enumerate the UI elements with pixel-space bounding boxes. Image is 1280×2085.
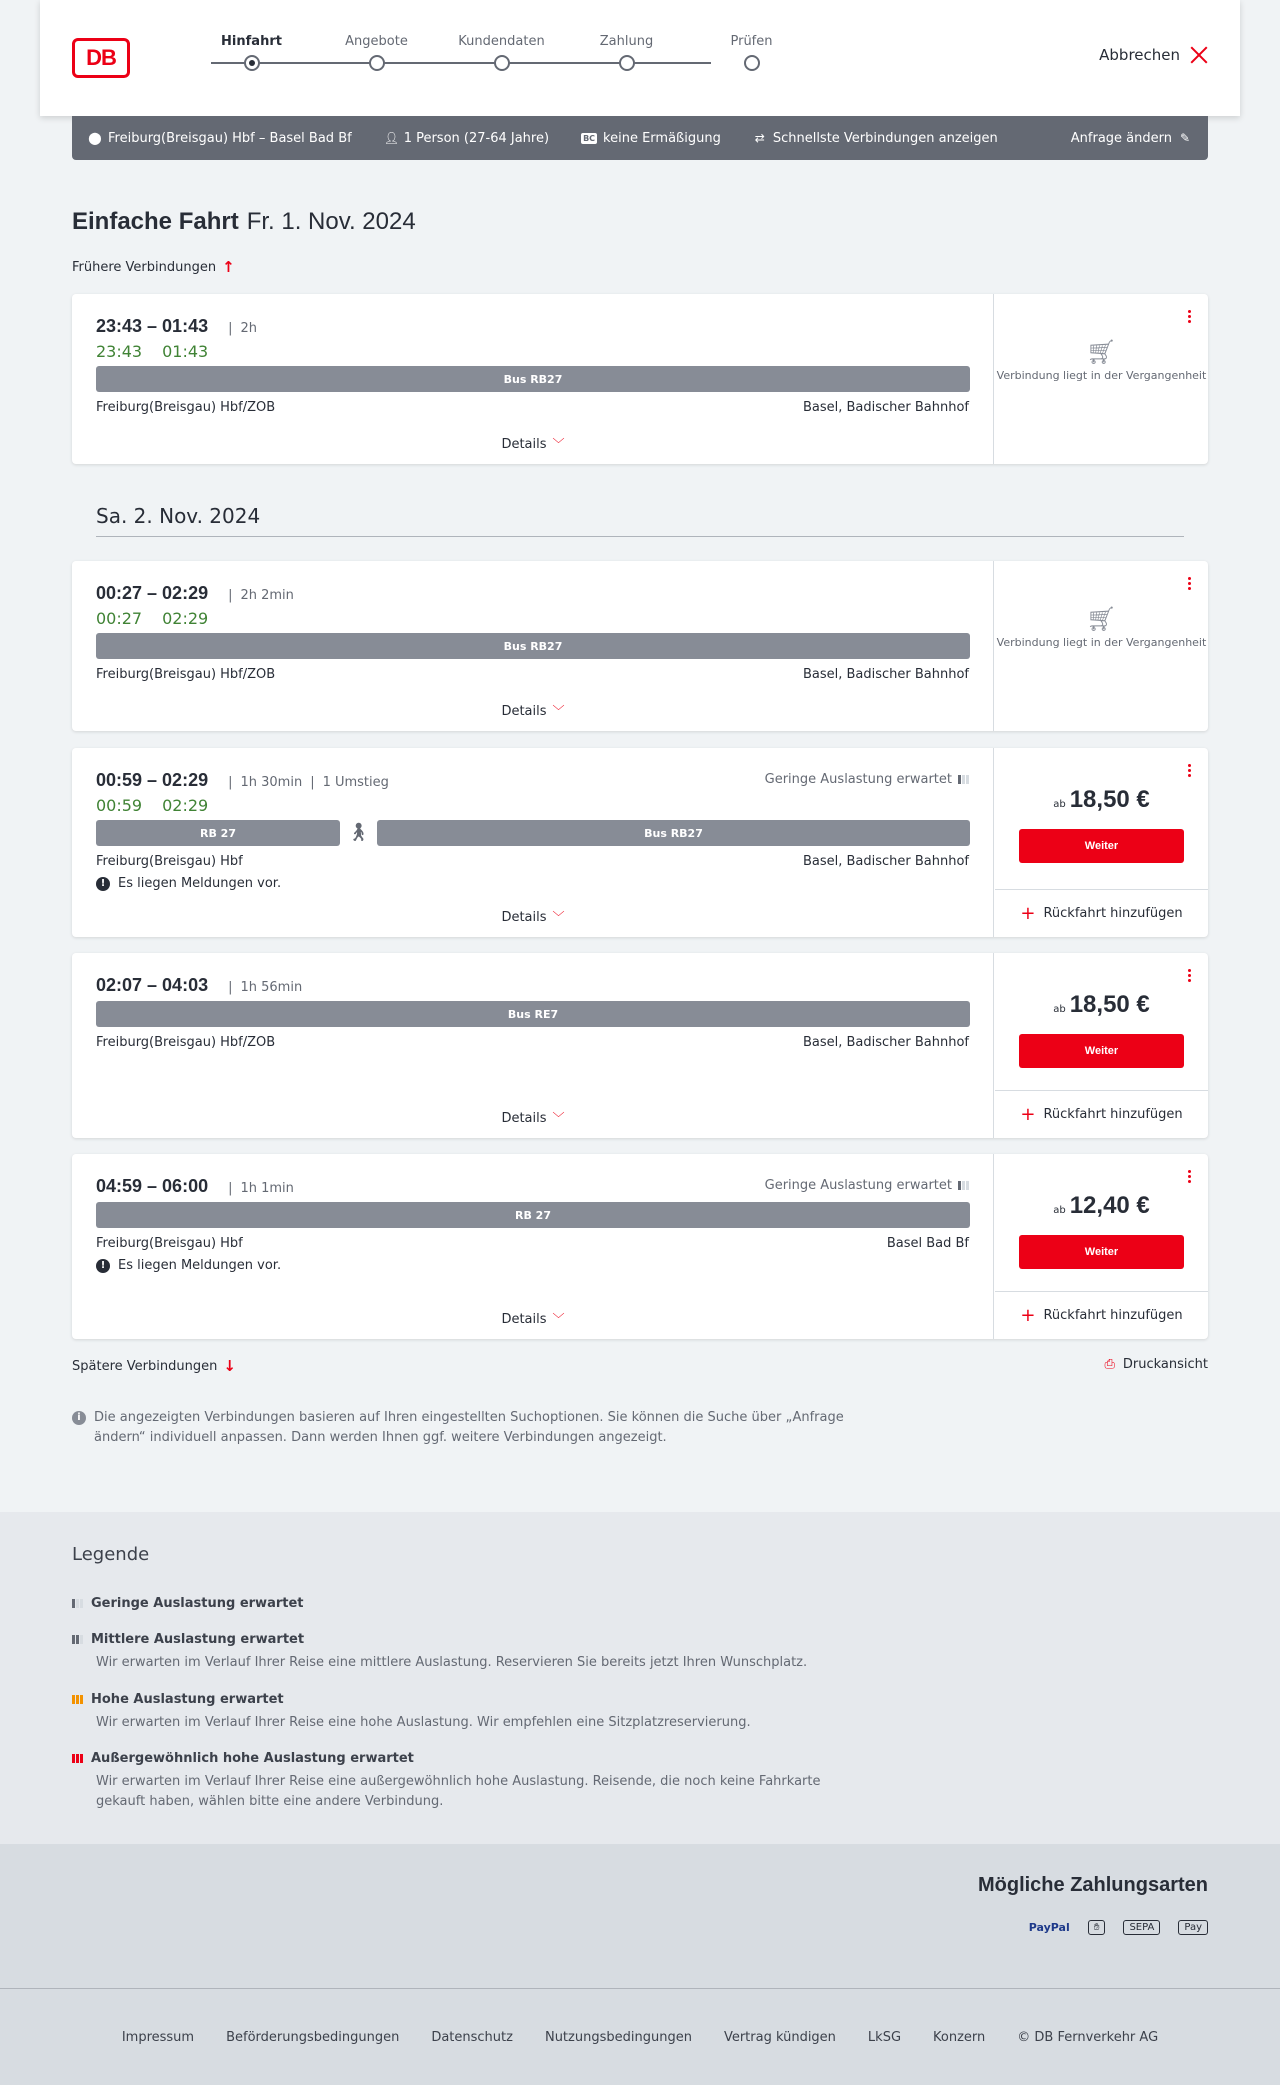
close-icon — [1190, 46, 1208, 64]
legend-item-low: Geringe Auslastung erwartet — [72, 1596, 304, 1611]
details-toggle[interactable]: Details ﹀ — [501, 1312, 565, 1327]
connection-times: 23:43 – 01:43 — [96, 316, 209, 336]
connection-card: 23:43 – 01:43 | 2h 23:43 01:43 Bus RB27 Freiburg(Breisgau) Hbf/ZOB Basel, Badischer Bahnhof Details ﹀ 🛒︎ Verbindung liegt in der Vergangenheit — [72, 294, 1208, 464]
realtime-times: 23:43 01:43 — [96, 342, 209, 361]
connection-times: 00:59 – 02:29 — [96, 770, 209, 790]
footer — [0, 1988, 1280, 2085]
chevron-down-icon: ﹀ — [552, 704, 565, 718]
connection-times: 02:07 – 04:03 — [96, 975, 209, 995]
arrow-up-icon: ↑ — [222, 258, 235, 276]
price: ab 18,50 € — [1053, 991, 1150, 1018]
printer-icon: ⎙ — [1104, 1357, 1115, 1372]
add-return-button[interactable]: + Rückfahrt hinzufügen — [995, 1090, 1208, 1138]
earlier-connections-link[interactable]: Frühere Verbindungen ↑ — [72, 258, 235, 276]
destination-station: Basel, Badischer Bahnhof — [802, 667, 969, 682]
more-options-icon[interactable] — [1188, 969, 1192, 982]
walk-icon: 🚶︎ — [347, 822, 370, 843]
connection-card: 00:59 – 02:29 | 1h 30min | 1 Umstieg Geringe Auslastung erwartet 00:59 02:29 RB 27 🚶︎ Bus RB27 Freiburg(Breisgau) Hbf Basel, Badischer Bahnhof ! Es liegen Meldungen vor. Details ﹀ ab 18,50 € Weiter + Rückfahrt hinzufügen — [72, 748, 1208, 937]
print-view-link[interactable]: ⎙ Druckansicht — [1104, 1357, 1208, 1372]
legend-title: Legende — [72, 1544, 150, 1565]
step-dot — [744, 55, 760, 71]
step-dot — [369, 55, 385, 71]
occupancy-exceptional-icon — [72, 1754, 83, 1763]
duration: 1h 30min — [240, 775, 303, 790]
connection-card: 00:27 – 02:29 | 2h 2min 00:27 02:29 Bus RB27 Freiburg(Breisgau) Hbf/ZOB Basel, Badischer Bahnhof Details ﹀ 🛒︎ Verbindung liegt in der Vergangenheit — [72, 561, 1208, 731]
continue-button[interactable]: Weiter — [1019, 1235, 1184, 1269]
sepa-icon: SEPA — [1123, 1920, 1160, 1935]
swap-icon: ⇄ — [754, 131, 765, 145]
step-angebote: Angebote — [314, 32, 439, 71]
step-kundendaten: Kundendaten — [439, 32, 564, 71]
traveler-info: 👤︎ 1 Person (27-64 Jahre) — [383, 130, 550, 146]
duration: 1h 1min — [240, 1181, 294, 1196]
details-toggle[interactable]: Details ﹀ — [501, 704, 565, 719]
payment-methods-section — [0, 1844, 1280, 1988]
origin-station: Freiburg(Breisgau) Hbf/ZOB — [96, 400, 276, 415]
paypal-icon: PayPal — [1028, 1921, 1070, 1934]
person-icon: 👤︎ — [383, 131, 399, 145]
continue-button[interactable]: Weiter — [1019, 1034, 1184, 1068]
alert-icon: ! — [96, 1259, 110, 1273]
price: ab 18,50 € — [1053, 786, 1150, 813]
fastest-toggle[interactable]: ⇄ Schnellste Verbindungen anzeigen — [754, 130, 998, 146]
connection-times: 00:27 – 02:29 — [96, 583, 209, 603]
train-segment-bar[interactable]: RB 27 — [96, 1202, 970, 1228]
legend-item-exceptional: Außergewöhnlich hohe Auslastung erwartet Wir erwarten im Verlauf Ihrer Reise eine außergewöhnlich hohe Auslastung. Reisende, die noch keine Fahrkarte gekauft haben, wählen bitte eine andere Verbindung. — [72, 1751, 856, 1812]
past-connection-note: Verbindung liegt in der Vergangenheit — [996, 369, 1207, 382]
chevron-down-icon: ﹀ — [552, 1111, 565, 1125]
plus-icon: + — [1020, 1305, 1036, 1326]
transfers: 1 Umstieg — [322, 775, 389, 790]
cart-unavailable-icon: 🛒︎ — [1086, 605, 1117, 633]
chevron-down-icon: ﹀ — [552, 437, 565, 451]
destination-station: Basel, Badischer Bahnhof — [802, 400, 969, 415]
train-segment-bar[interactable]: RB 27 — [96, 820, 340, 846]
details-toggle[interactable]: Details ﹀ — [501, 437, 565, 452]
step-zahlung: Zahlung — [564, 32, 689, 71]
page-date: Fr. 1. Nov. 2024 — [246, 208, 416, 235]
chevron-down-icon: ﹀ — [552, 910, 565, 924]
payment-title: Mögliche Zahlungsarten — [977, 1874, 1208, 1896]
footer-link-lksg[interactable]: LkSG — [867, 2029, 902, 2045]
disruption-message[interactable]: ! Es liegen Meldungen vor. — [96, 876, 281, 891]
route-info: ⬤ Freiburg(Breisgau) Hbf – Basel Bad Bf — [88, 130, 352, 146]
footer-link-datenschutz[interactable]: Datenschutz — [431, 2029, 513, 2045]
occupancy-low-icon — [72, 1599, 83, 1608]
later-connections-link[interactable]: Spätere Verbindungen ↓ — [72, 1357, 236, 1375]
progress-steps — [211, 32, 773, 82]
occupancy-low-icon — [958, 1181, 969, 1190]
cancel-label: Abbrechen — [1099, 46, 1180, 64]
destination-station: Basel, Badischer Bahnhof — [802, 1035, 969, 1050]
footer-link-befoerderungsbedingungen[interactable]: Beförderungsbedingungen — [226, 2029, 400, 2045]
bahncard-icon: BC — [583, 133, 596, 143]
alert-icon: ! — [96, 877, 110, 891]
info-icon: i — [72, 1411, 86, 1425]
occupancy-medium-icon — [72, 1635, 83, 1644]
occupancy-low-icon — [958, 775, 969, 784]
more-options-icon[interactable] — [1188, 577, 1192, 590]
db-logo[interactable]: DB — [72, 38, 130, 78]
day-separator: Sa. 2. Nov. 2024 — [96, 504, 1184, 537]
step-pruefen: Prüfen — [689, 32, 814, 71]
footer-copyright: © DB Fernverkehr AG — [1017, 2029, 1159, 2045]
duration: 2h 2min — [240, 588, 294, 603]
connection-card: 02:07 – 04:03 | 1h 56min Bus RE7 Freiburg(Breisgau) Hbf/ZOB Basel, Badischer Bahnhof Details ﹀ ab 18,50 € Weiter + Rückfahrt hinzufügen — [72, 953, 1208, 1138]
add-return-button[interactable]: + Rückfahrt hinzufügen — [995, 889, 1208, 937]
train-segment-bar[interactable]: Bus RB27 — [96, 633, 970, 659]
price: ab 12,40 € — [1053, 1192, 1150, 1219]
destination-station: Basel, Badischer Bahnhof — [802, 854, 969, 869]
past-connection-note: Verbindung liegt in der Vergangenheit — [996, 636, 1207, 649]
occupancy-indicator[interactable]: Geringe Auslastung erwartet — [765, 1178, 969, 1193]
origin-station: Freiburg(Breisgau) Hbf — [96, 854, 243, 869]
origin-station: Freiburg(Breisgau) Hbf/ZOB — [96, 1035, 276, 1050]
step-dot — [244, 55, 260, 71]
card-payment-icon: ✋︎ — [1088, 1920, 1106, 1935]
connection-card: 04:59 – 06:00 | 1h 1min Geringe Auslastung erwartet RB 27 Freiburg(Breisgau) Hbf Basel Bad Bf ! Es liegen Meldungen vor. Details ﹀ ab 12,40 € Weiter + Rückfahrt hinzufügen — [72, 1154, 1208, 1339]
header — [40, 0, 1240, 116]
applepay-icon: Pay — [1178, 1920, 1208, 1935]
pencil-icon: ✎ — [1179, 131, 1191, 145]
legend-item-medium: Mittlere Auslastung erwartet Wir erwarten im Verlauf Ihrer Reise eine mittlere Auslastung. Reservieren Sie bereits jetzt Ihren Wunschplatz. — [72, 1632, 856, 1673]
train-segment-bar[interactable]: Bus RB27 — [377, 820, 970, 846]
duration: 2h — [240, 321, 257, 336]
step-dot — [494, 55, 510, 71]
more-options-icon[interactable] — [1188, 310, 1192, 323]
more-options-icon[interactable] — [1188, 764, 1192, 777]
train-segment-bar[interactable]: Bus RB27 — [96, 366, 970, 392]
location-pin-icon: ⬤ — [88, 131, 102, 145]
search-options-note: i Die angezeigten Verbindungen basieren auf Ihren eingestellten Suchoptionen. Sie können die Suche über „Anfrage ändern“ individuell anpassen. Dann werden Ihnen ggf. weitere Verbindungen angezeigt. — [72, 1408, 852, 1448]
step-hinfahrt: Hinfahrt — [189, 32, 314, 71]
legend-section — [0, 1512, 1280, 1844]
disruption-message[interactable]: ! Es liegen Meldungen vor. — [96, 1258, 281, 1273]
arrow-down-icon: ↓ — [223, 1357, 236, 1375]
page-title: Einfache Fahrt Fr. 1. Nov. 2024 — [72, 208, 416, 235]
footer-link-konzern[interactable]: Konzern — [933, 2029, 986, 2045]
origin-station: Freiburg(Breisgau) Hbf/ZOB — [96, 667, 276, 682]
step-dot — [619, 55, 635, 71]
discount-info: BC keine Ermäßigung — [583, 130, 721, 146]
duration: 1h 56min — [240, 980, 303, 995]
footer-link-impressum[interactable]: Impressum — [121, 2029, 195, 2045]
plus-icon: + — [1020, 903, 1036, 924]
footer-link-nutzungsbedingungen[interactable]: Nutzungsbedingungen — [544, 2029, 692, 2045]
change-request-button[interactable]: Anfrage ändern ✎ — [1070, 130, 1191, 146]
details-toggle[interactable]: Details ﹀ — [501, 910, 565, 925]
cancel-button[interactable] — [1099, 46, 1208, 64]
realtime-times: 00:59 02:29 — [96, 796, 209, 815]
details-toggle[interactable]: Details ﹀ — [501, 1111, 565, 1126]
origin-station: Freiburg(Breisgau) Hbf — [96, 1236, 243, 1251]
legend-item-high: Hohe Auslastung erwartet Wir erwarten im Verlauf Ihrer Reise eine hohe Auslastung. Wir empfehlen eine Sitzplatzreservierung. — [72, 1692, 856, 1733]
continue-button[interactable]: Weiter — [1019, 829, 1184, 863]
destination-station: Basel Bad Bf — [886, 1236, 969, 1251]
footer-link-vertrag-kuendigen[interactable]: Vertrag kündigen — [723, 2029, 836, 2045]
cart-unavailable-icon: 🛒︎ — [1086, 338, 1117, 366]
search-summary-bar — [72, 116, 1208, 160]
train-segment-bar[interactable]: Bus RE7 — [96, 1001, 970, 1027]
occupancy-high-icon — [72, 1695, 83, 1704]
connection-times: 04:59 – 06:00 — [96, 1176, 209, 1196]
chevron-down-icon: ﹀ — [552, 1312, 565, 1326]
occupancy-indicator[interactable]: Geringe Auslastung erwartet — [765, 772, 969, 787]
realtime-times: 00:27 02:29 — [96, 609, 209, 628]
more-options-icon[interactable] — [1188, 1170, 1192, 1183]
add-return-button[interactable]: + Rückfahrt hinzufügen — [995, 1291, 1208, 1339]
plus-icon: + — [1020, 1104, 1036, 1125]
